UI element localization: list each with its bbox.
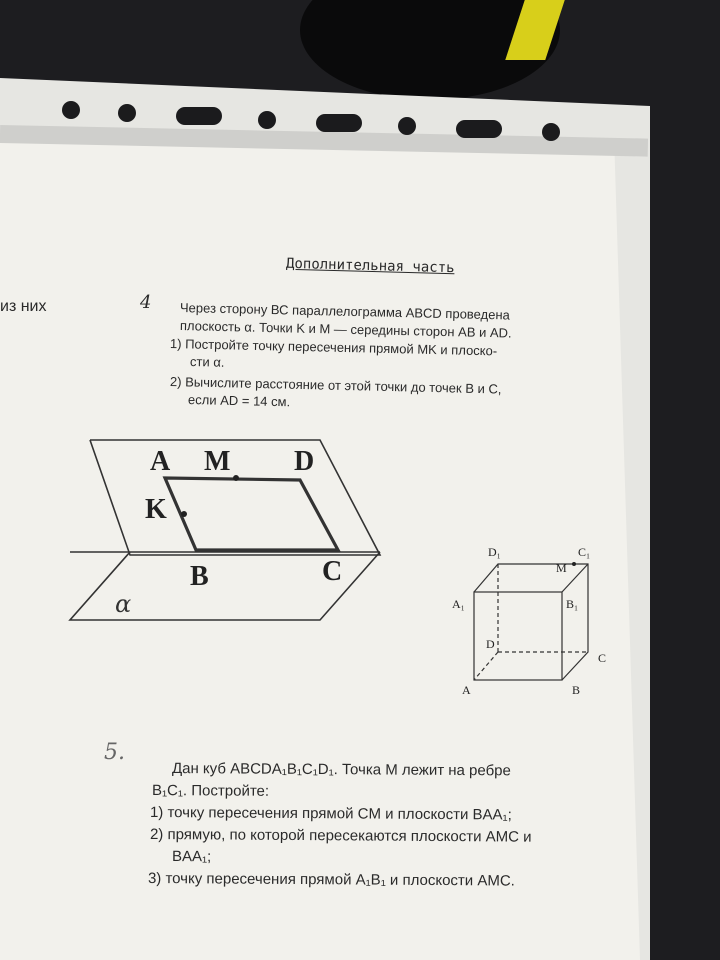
- fig1-label-m: M: [204, 446, 231, 477]
- problem-4-number: 4: [140, 292, 152, 313]
- problem-5-line: 1) точку пересечения прямой CM и плоскости BAA₁;: [149, 804, 512, 824]
- fig2-label-b1: B₁: [566, 597, 579, 611]
- fig2-label-c1: C₁: [578, 545, 591, 559]
- problem-5-line: 2) прямую, по которой пересекаются плоскости AMC и: [149, 826, 532, 846]
- fig2-label-b: B: [572, 683, 581, 697]
- fig2-label-a1: A₁: [452, 597, 465, 611]
- problem-4-line: Через сторону ВС параллелограмма ABCD проведена: [179, 300, 511, 323]
- problem-4-line: 2) Вычислите расстояние от этой точки до точек B и C,: [169, 374, 502, 397]
- problem-4-line: 1) Постройте точку пересечения прямой MK и плоско-: [169, 336, 498, 359]
- fig1-label-b: B: [190, 561, 209, 592]
- fig1-label-a: A: [150, 446, 171, 477]
- section-heading: Дополнительная часть: [285, 255, 455, 277]
- fig1-label-c: C: [322, 556, 343, 587]
- fig2-label-m: M: [556, 561, 567, 575]
- fig1-label-d: D: [294, 446, 315, 477]
- fig1-label-k: K: [145, 494, 167, 525]
- fig2-label-d1: D₁: [488, 545, 501, 559]
- fig1-label-alpha: α: [115, 590, 132, 618]
- problem-4-line: сти α.: [189, 354, 225, 370]
- problem-5-line: BAA₁;: [171, 848, 212, 866]
- fig2-label-a: A: [462, 683, 471, 697]
- problem-5-line: 3) точку пересечения прямой A₁B₁ и плоскости AMC.: [147, 870, 515, 890]
- left-page-fragment: из них: [0, 298, 47, 315]
- problem-5-line: B₁C₁. Постройте:: [151, 782, 270, 800]
- figure-2-cube: [474, 562, 588, 680]
- problem-4-line: если AD = 14 см.: [187, 392, 291, 410]
- fig2-label-c: C: [598, 651, 607, 665]
- problem-4-line: плоскость α. Точки K и M — середины сторон AB и AD.: [179, 318, 512, 341]
- problem-5-number: 5.: [104, 740, 125, 765]
- problem-5-line: Дан куб ABCDA₁B₁C₁D₁. Точка M лежит на ребре: [171, 760, 511, 780]
- fig2-label-d: D: [486, 637, 495, 651]
